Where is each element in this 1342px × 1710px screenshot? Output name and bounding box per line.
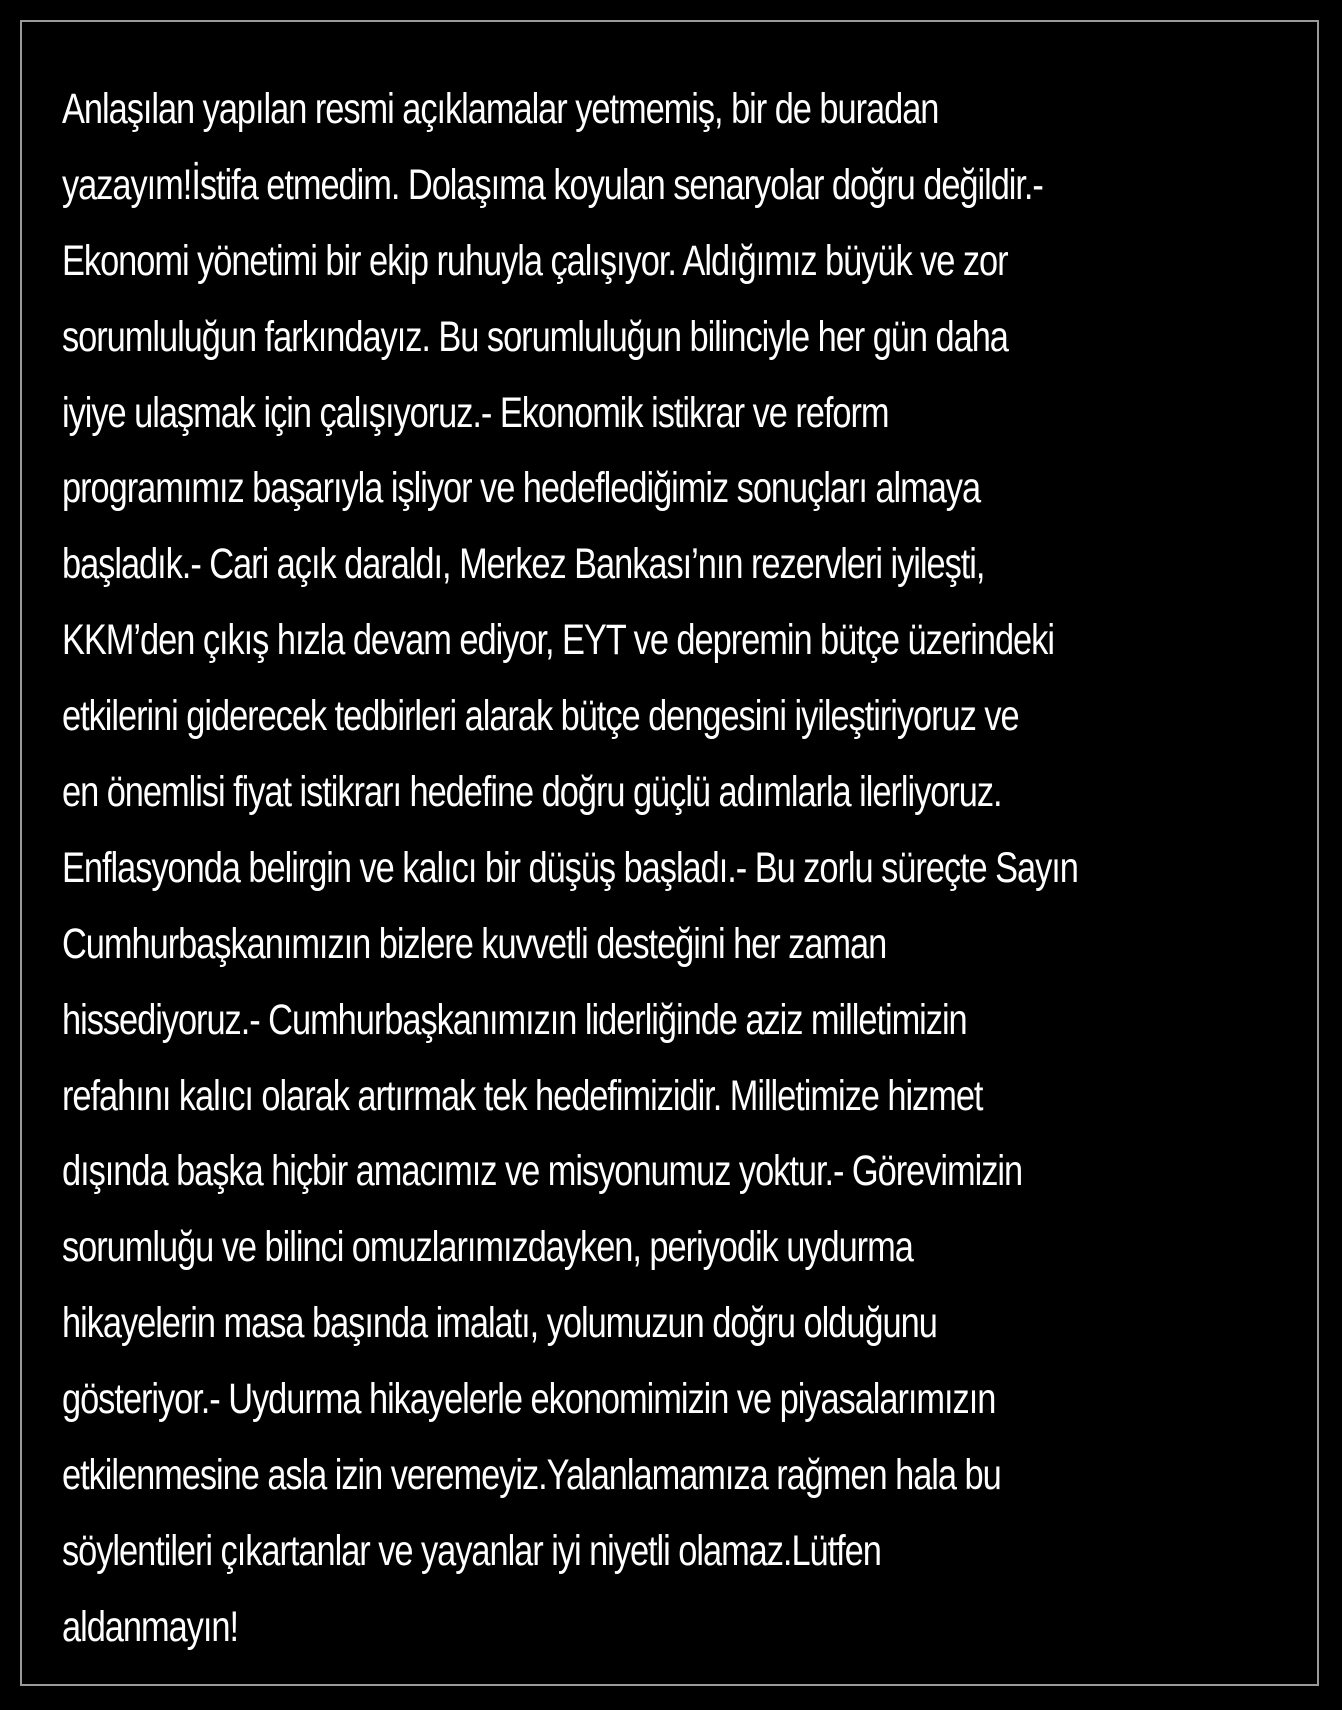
statement-line: söylentileri çıkartanlar ve yayanlar iyi niyetli olamaz.Lütfen [62,1526,881,1575]
statement-line: Ekonomi yönetimi bir ekip ruhuyla çalışıyor. Aldığımız büyük ve zor [62,236,1008,285]
statement-line: dışında başka hiçbir amacımız ve misyonumuz yoktur.- Görevimizin [62,1147,1023,1196]
statement-line: gösteriyor.- Uydurma hikayelerle ekonomimizin ve piyasalarımızın [62,1375,996,1424]
statement-line: Enflasyonda belirgin ve kalıcı bir düşüş başladı.- Bu zorlu süreçte Sayın [62,843,1078,892]
statement-line: refahını kalıcı olarak artırmak tek hedefimizidir. Milletimize hizmet [62,1071,983,1120]
statement-line: hissediyoruz.- Cumhurbaşkanımızın liderliğinde aziz milletimizin [62,995,967,1044]
statement-text [62,72,1078,1666]
statement-line: başladık.- Cari açık daraldı, Merkez Bankası’nın rezervleri iyileşti, [62,540,985,589]
statement-line: hikayelerin masa başında imalatı, yolumuzun doğru olduğunu [62,1299,937,1348]
statement-line: yazayım!İstifa etmedim. Dolaşıma koyulan senaryolar doğru değildir.- [62,160,1043,209]
statement-line: sorumluluğun farkındayız. Bu sorumluluğun bilinciyle her gün daha [62,312,1008,361]
statement-line: KKM’den çıkış hızla devam ediyor, EYT ve depremin bütçe üzerindeki [62,616,1054,665]
statement-line: iyiye ulaşmak için çalışıyoruz.- Ekonomik istikrar ve reform [62,388,889,437]
statement-line: programımız başarıyla işliyor ve hedeflediğimiz sonuçları almaya [62,464,981,513]
statement-line: sorumluğu ve bilinci omuzlarımızdayken, periyodik uydurma [62,1223,913,1272]
statement-line: Anlaşılan yapılan resmi açıklamalar yetmemiş, bir de buradan [62,85,939,133]
statement-line: en önemlisi fiyat istikrarı hedefine doğru güçlü adımlarla ilerliyoruz. [62,768,1002,817]
statement-line: Cumhurbaşkanımızın bizlere kuvvetli desteğini her zaman [62,919,887,968]
statement-line: aldanmayın! [62,1602,238,1651]
statement-line: etkilenmesine asla izin veremeyiz.Yalanlamamıza rağmen hala bu [62,1451,1001,1500]
statement-line: etkilerini giderecek tedbirleri alarak bütçe dengesini iyileştiriyoruz ve [62,692,1019,741]
